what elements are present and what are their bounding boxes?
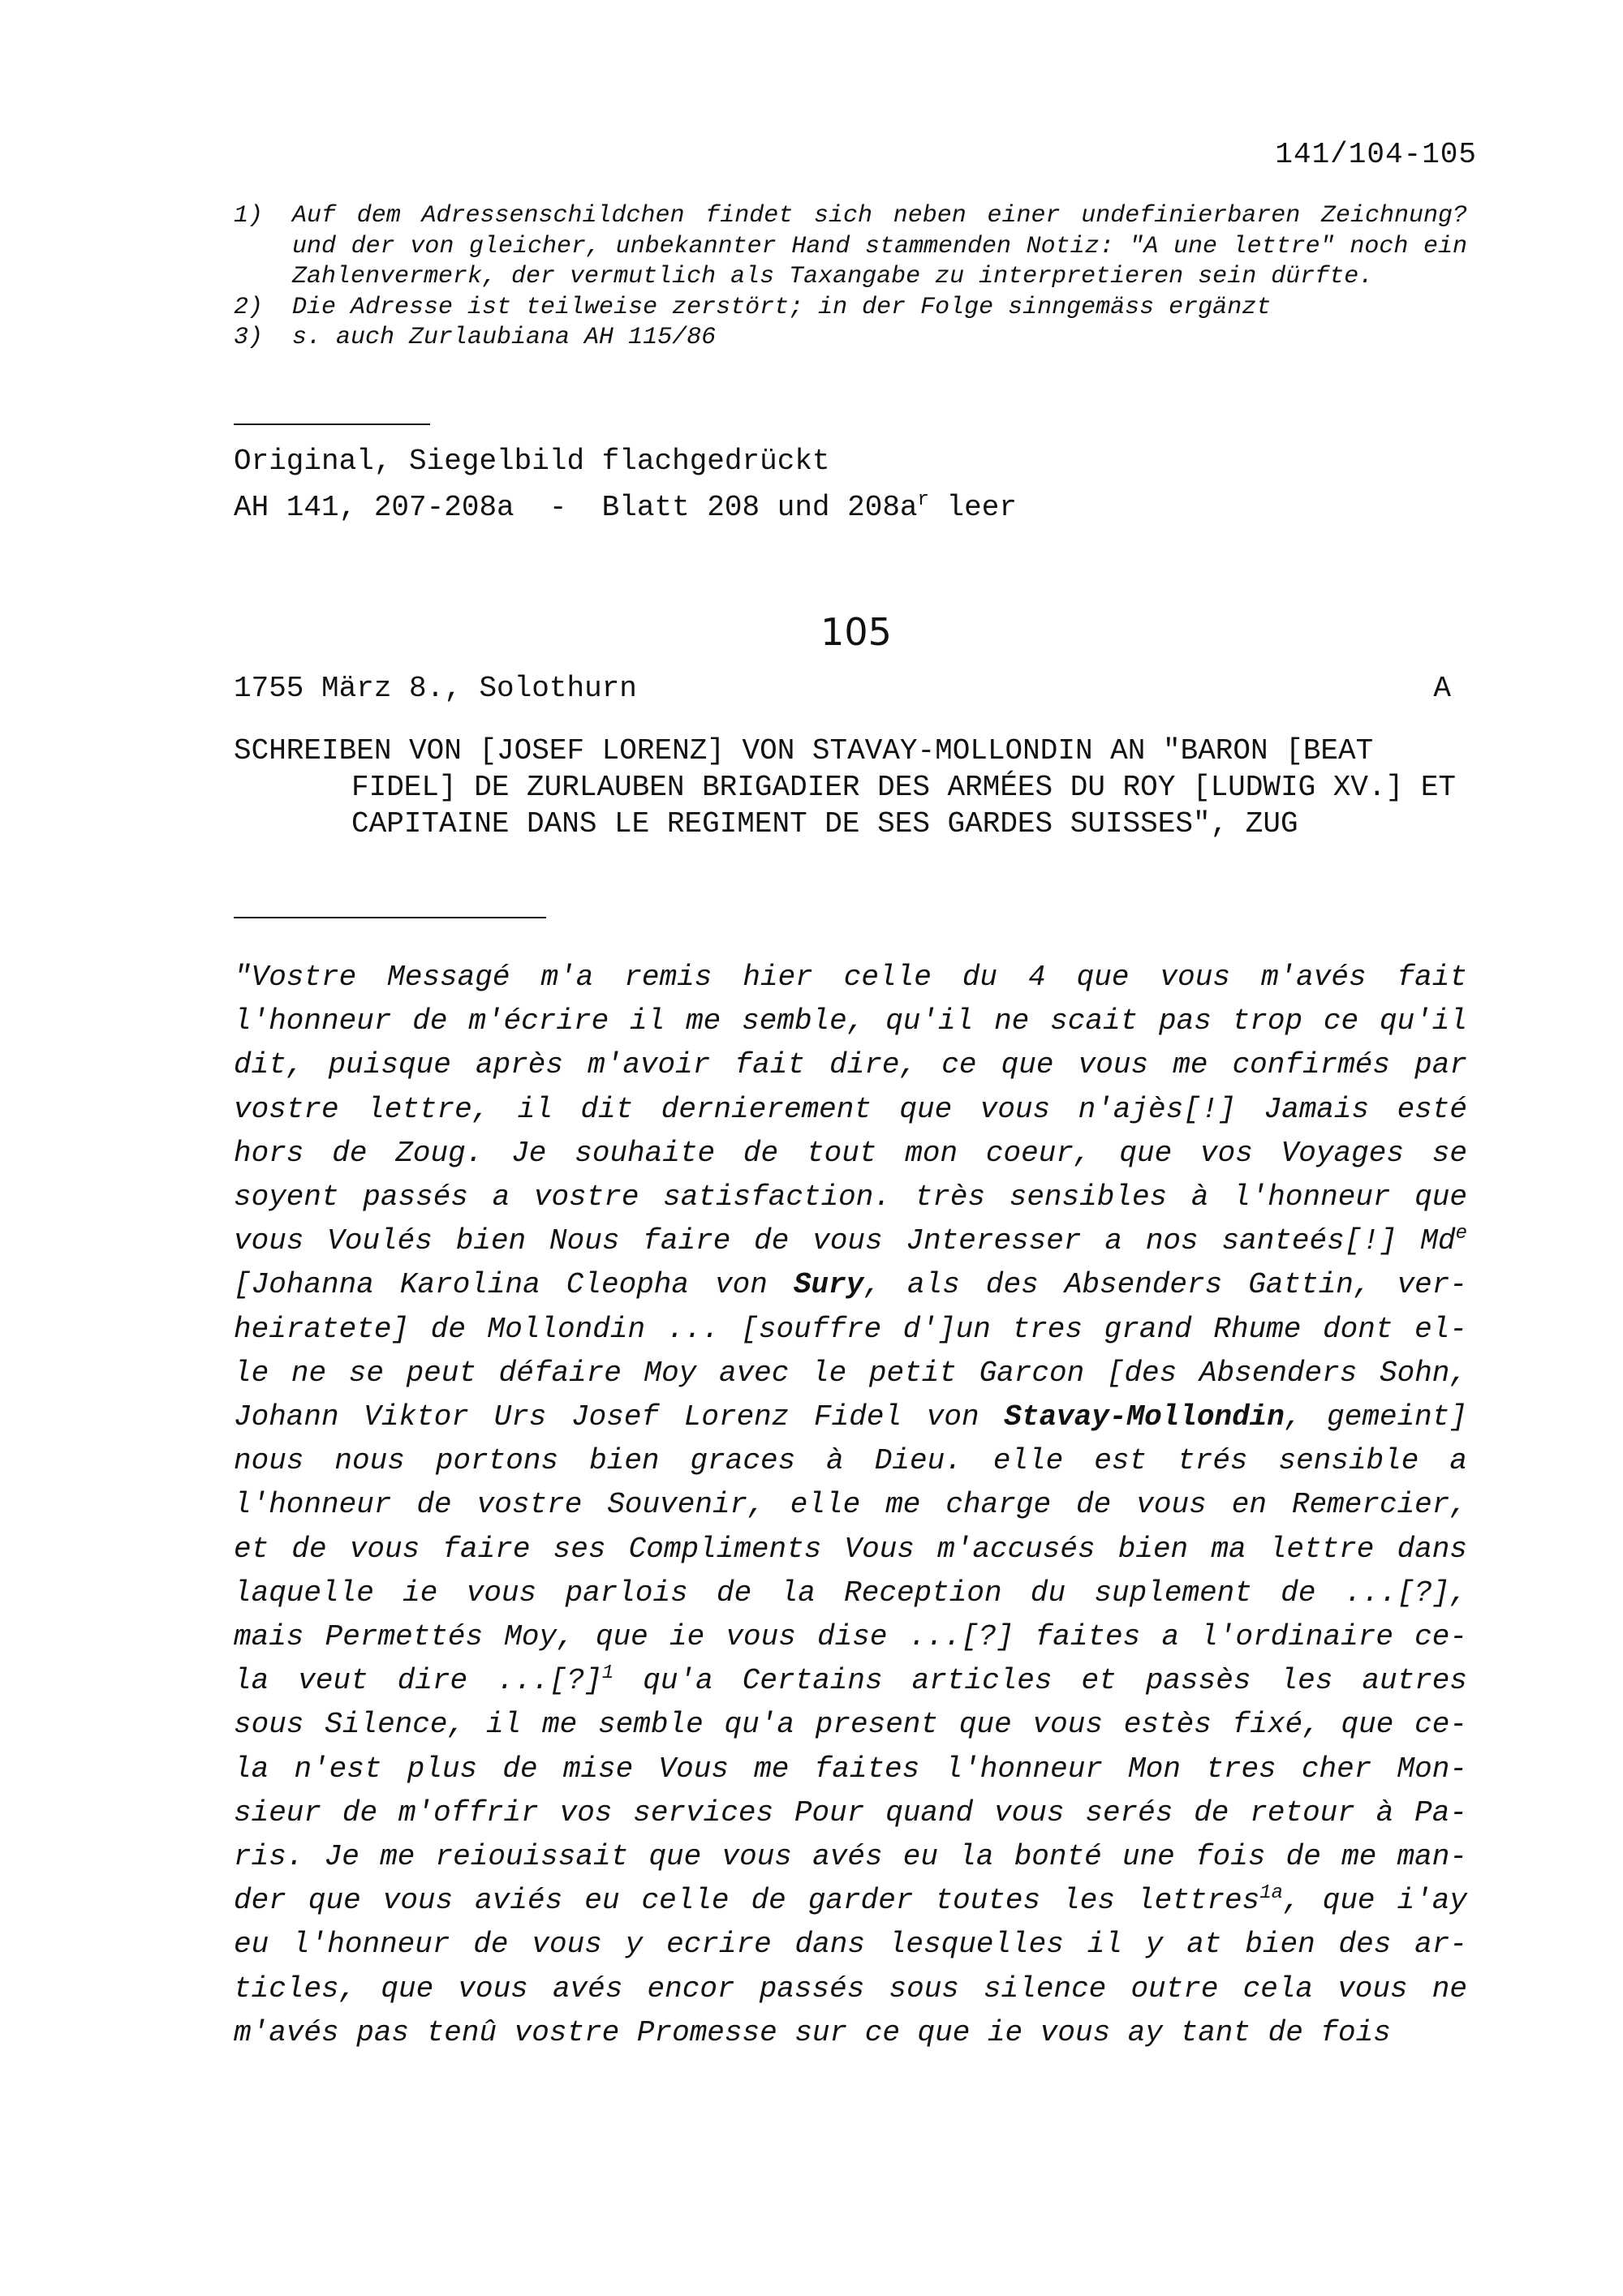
source-text: leer bbox=[928, 491, 1017, 524]
body-line bbox=[234, 1219, 1467, 1263]
body-line: sous Silence, il me semble qu'a present que vous estès fixé, que ce- bbox=[234, 1708, 1467, 1742]
body-superscript: 1 bbox=[601, 1662, 614, 1685]
person-name: Sury bbox=[793, 1268, 864, 1302]
body-line bbox=[234, 1659, 1467, 1703]
body-text: , gemeint] bbox=[1284, 1400, 1467, 1434]
source-superscript: r bbox=[917, 489, 929, 511]
footnote-text: Auf dem Adressenschildchen findet sich neben einer undefinierbaren Zeichnung? und der von gleicher, unbekannter Hand stammenden Notiz: "A une lettre" noch ein Zahlenvermerk, der vermutlich als Taxangabe zu interpretieren sein dürfte. bbox=[292, 202, 1467, 290]
body-line: vostre lettre, il dit dernierement que vous n'ajès[!] Jamais esté bbox=[234, 1092, 1467, 1126]
footnote bbox=[234, 323, 1467, 354]
footnote-text: Die Adresse ist teilweise zerstört; in der Folge sinngemäss ergänzt bbox=[292, 293, 1272, 321]
document-type: A bbox=[1433, 672, 1451, 705]
footnote-text: s. auch Zurlaubiana AH 115/86 bbox=[292, 324, 717, 351]
body-line: "Vostre Messagé m'a remis hier celle du 4 que vous m'avés fait bbox=[234, 961, 1467, 994]
document-heading: SCHREIBEN VON [JOSEF LORENZ] VON STAVAY-MOLLONDIN AN "BARON [BEAT FIDEL] DE ZURLAUBEN BRIGADIER DES ARMÉES DU ROY [LUDWIG XV.] ET CAPITAINE DANS LE REGIMENT DE SES GARDES SUISSES", ZUG bbox=[234, 734, 1457, 841]
source-text: AH 141, 207-208a - Blatt 208 und 208a bbox=[234, 491, 918, 524]
person-name: Stavay-Mollondin bbox=[1004, 1400, 1285, 1434]
body-line bbox=[234, 1263, 1467, 1307]
source-line bbox=[234, 481, 1017, 527]
footnote bbox=[234, 293, 1467, 324]
body-line: laquelle ie vous parlois de la Reception du suplement de ...[?], bbox=[234, 1576, 1467, 1610]
date-place: 1755 März 8., Solothurn bbox=[234, 672, 637, 705]
document-number: 105 bbox=[820, 610, 892, 654]
body-line: m'avés pas tenû vostre Promesse sur ce que ie vous ay tant de fois bbox=[234, 2015, 1391, 2049]
body-line: le ne se peut défaire Moy avec le petit Garcon [des Absenders Sohn, bbox=[234, 1356, 1467, 1390]
body-line: la n'est plus de mise Vous me faites l'honneur Mon tres cher Mon- bbox=[234, 1752, 1467, 1786]
body-line: dit, puisque après m'avoir fait dire, ce que vous me confirmés par bbox=[234, 1048, 1467, 1082]
source-line: Original, Siegelbild flachgedrückt bbox=[234, 445, 830, 478]
body-line: nous nous portons bien graces à Dieu. elle est trés sensible a bbox=[234, 1444, 1467, 1478]
footnote-number: 2) bbox=[234, 293, 264, 321]
footnotes bbox=[234, 201, 1467, 354]
body-superscript: 1a bbox=[1259, 1882, 1284, 1905]
source-note bbox=[234, 442, 1017, 527]
body-text: [Johanna Karolina Cleopha von bbox=[234, 1268, 794, 1302]
body-text: qu'a Certains articles et passès les autres bbox=[613, 1664, 1467, 1698]
body-text: vous Voulés bien Nous faire de vous Jnteresser a nos santeés[!] Md bbox=[234, 1224, 1456, 1258]
footnote-number: 3) bbox=[234, 324, 264, 351]
body-text: , que i'ay bbox=[1283, 1884, 1467, 1918]
body-superscript: e bbox=[1455, 1223, 1467, 1245]
body-text: der que vous aviés eu celle de garder toutes les lettres bbox=[234, 1884, 1260, 1918]
body-line: heiratete] de Mollondin ... [souffre d']un tres grand Rhume dont el- bbox=[234, 1312, 1467, 1346]
body-line bbox=[234, 1395, 1467, 1439]
body-text: Johann Viktor Urs Josef Lorenz Fidel von bbox=[234, 1400, 1005, 1434]
letter-body bbox=[234, 956, 1467, 2055]
body-line: ticles, que vous avés encor passés sous silence outre cela vous ne bbox=[234, 1971, 1467, 2006]
body-line: soyent passés a vostre satisfaction. très sensibles à l'honneur que bbox=[234, 1180, 1467, 1215]
body-line: mais Permettés Moy, que ie vous dise ...[?] faites a l'ordinaire ce- bbox=[234, 1620, 1467, 1654]
body-line bbox=[234, 1879, 1467, 1923]
body-line: hors de Zoug. Je souhaite de tout mon coeur, que vos Voyages se bbox=[234, 1136, 1467, 1170]
body-line: sieur de m'offrir vos services Pour quand vous serés de retour à Pa- bbox=[234, 1795, 1467, 1829]
body-line: l'honneur de m'écrire il me semble, qu'il ne scait pas trop ce qu'il bbox=[234, 1004, 1467, 1038]
body-line: et de vous faire ses Compliments Vous m'accusés bien ma lettre dans bbox=[234, 1532, 1467, 1566]
heading-divider bbox=[234, 917, 546, 918]
body-line: ris. Je me reiouissait que vous avés eu la bonté une fois de me man- bbox=[234, 1840, 1467, 1874]
body-line: eu l'honneur de vous y ecrire dans lesquelles il y at bien des ar- bbox=[234, 1928, 1467, 1962]
page-reference: 141/104-105 bbox=[1275, 138, 1477, 171]
footnote-divider bbox=[234, 424, 430, 425]
footnote-number: 1) bbox=[234, 202, 264, 230]
dateline bbox=[234, 672, 1451, 705]
body-line: l'honneur de vostre Souvenir, elle me charge de vous en Remercier, bbox=[234, 1488, 1467, 1522]
body-text: la veut dire ...[?] bbox=[234, 1664, 602, 1698]
body-text: , als des Absenders Gattin, ver- bbox=[863, 1268, 1467, 1302]
footnote bbox=[234, 201, 1467, 293]
